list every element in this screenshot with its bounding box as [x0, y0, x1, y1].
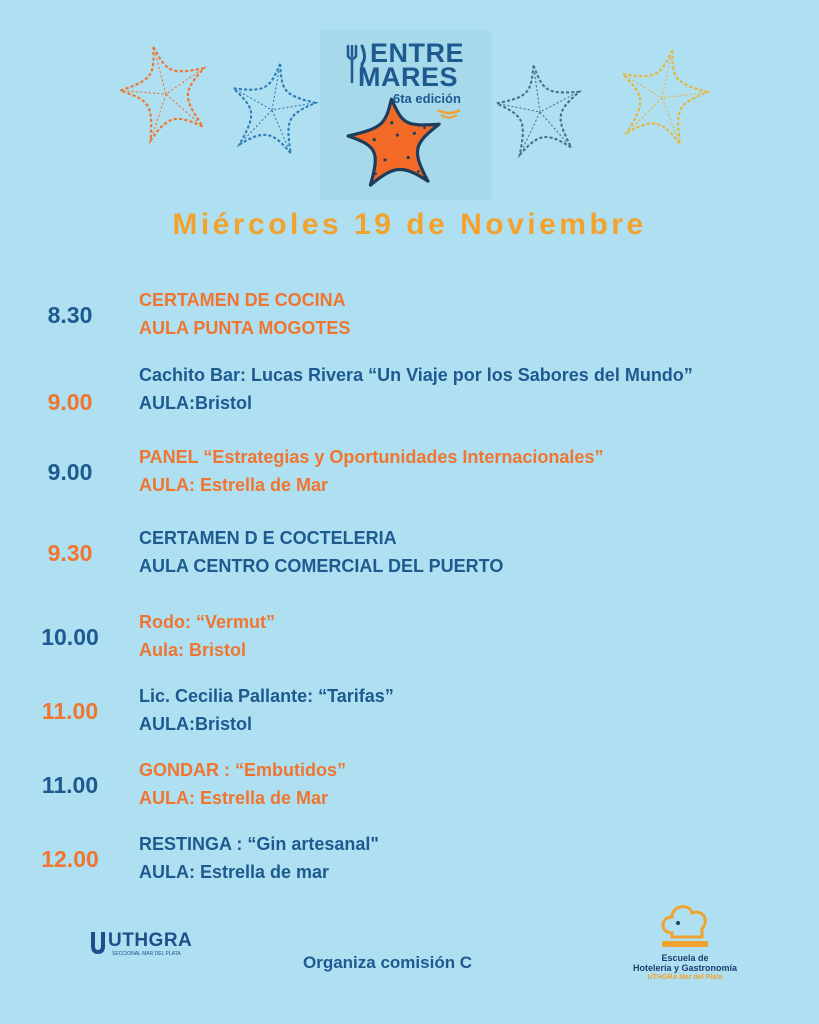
schedule-location: AULA: Estrella de Mar: [139, 788, 329, 808]
organizer-text: Organiza comisión C: [303, 953, 473, 972]
schedule-time: 8.30: [47, 302, 93, 328]
schedule-title: CERTAMEN D E COCTELERIA: [139, 528, 397, 548]
uthgra-name: UTHGRA: [108, 930, 193, 951]
school-subtitle: UTHGRA Mar del Plata: [647, 974, 723, 981]
schedule-time: 11.00: [41, 698, 99, 724]
school-name-line2: Hotelería y Gastronomía: [632, 963, 738, 973]
starfish-outline-yellow-icon: [608, 44, 716, 152]
logo-edition: 6ta edición: [393, 91, 461, 106]
schedule-title: GONDAR : “Embutidos”: [139, 760, 346, 780]
schedule-title: PANEL “Estrategias y Oportunidades Internacionales”: [139, 447, 604, 467]
schedule-title: CERTAMEN DE COCINA: [139, 290, 346, 310]
school-name-line1: Escuela de: [661, 953, 709, 963]
starfish-outline-blue-icon: [220, 58, 324, 162]
schedule-time: 9.00: [47, 459, 93, 485]
starfish-outline-orange-icon: [112, 40, 220, 148]
school-name: [610, 953, 760, 973]
schedule-time: 9.00: [47, 389, 93, 415]
schedule-location: Aula: Bristol: [139, 640, 247, 660]
uthgra-subtitle: SECCIONAL MAR DEL PLATA: [112, 951, 181, 957]
chef-hat-icon: [656, 903, 714, 953]
schedule-location: AULA: Estrella de Mar: [139, 475, 329, 495]
schedule-title: Lic. Cecilia Pallante: “Tarifas”: [139, 686, 394, 706]
schedule-location: AULA CENTRO COMERCIAL DEL PUERTO: [139, 556, 504, 576]
uthgra-emblem-icon: [90, 930, 106, 954]
schedule-location: AULA PUNTA MOGOTES: [139, 318, 351, 338]
date-title: Miércoles 19 de Noviembre: [172, 208, 647, 241]
schedule-location: AULA:Bristol: [139, 393, 252, 413]
schedule-location: AULA: Estrella de mar: [139, 862, 330, 882]
schedule-title: RESTINGA : “Gin artesanal": [139, 834, 379, 854]
schedule-time: 11.00: [41, 772, 99, 798]
starfish-outline-gray-icon: [488, 60, 592, 164]
schedule-time: 12.00: [41, 846, 99, 872]
schedule-title: Cachito Bar: Lucas Rivera “Un Viaje por los Sabores del Mundo”: [139, 365, 693, 385]
logo-title-line1: ENTRE: [370, 38, 465, 68]
schedule-time: 10.00: [41, 624, 99, 650]
schedule-title: Rodo: “Vermut”: [139, 612, 276, 632]
starfish-orange-icon: [340, 96, 448, 192]
schedule-time: 9.30: [47, 540, 93, 566]
logo-title-line2: MARES: [358, 62, 459, 92]
schedule-location: AULA:Bristol: [139, 714, 252, 734]
